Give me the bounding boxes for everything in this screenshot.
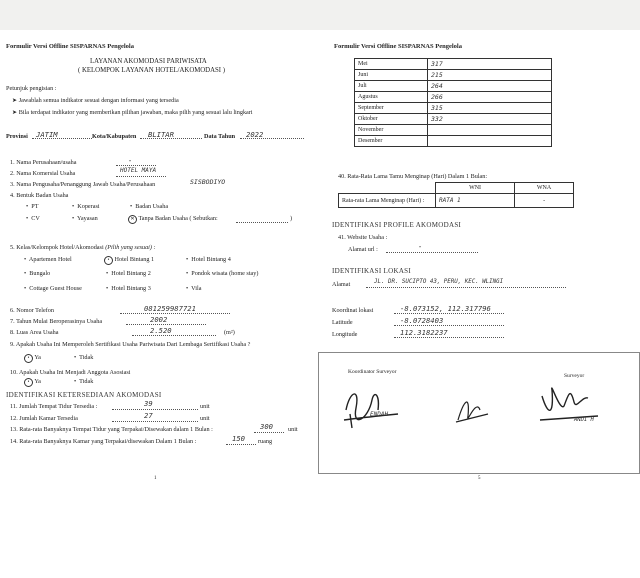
form-title: LAYANAN AKOMODASI PARIWISATA — [90, 58, 207, 65]
month-row — [355, 81, 552, 92]
q8-unit: (m²) — [224, 329, 235, 336]
q4-opt-badan-usaha[interactable]: • Badan Usaha — [130, 203, 169, 210]
q4-close-paren: ) — [290, 215, 293, 222]
month-row — [355, 114, 552, 125]
q12-unit: unit — [200, 415, 210, 422]
month-value[interactable]: 332 — [428, 114, 552, 125]
q5-opt-apartemen-hotel[interactable]: • Apartemen Hotel — [24, 256, 72, 263]
q13-value[interactable]: 300 — [260, 422, 273, 431]
form-page-right — [318, 30, 640, 578]
q5-opt-hotel-bintang-3[interactable]: • Hotel Bintang 3 — [106, 285, 151, 292]
longitude-line — [394, 337, 504, 338]
q4-opt-pt[interactable]: • PT — [26, 203, 39, 210]
location-section-title: IDENTIFIKASI LOKASI — [332, 267, 411, 275]
month-value[interactable]: 215 — [428, 70, 552, 81]
address-label: Alamat — [332, 281, 351, 288]
q5-opt-hotel-bintang-4[interactable]: • Hotel Bintang 4 — [186, 256, 231, 263]
month-name: September — [355, 103, 428, 114]
form-header: Formulir Versi Offline SISPARNAS Pengelola — [334, 43, 462, 50]
instruction-2-text: Bila terdapat indikator yang memberikan pilihan jawaban, maka pilih yang sesuai lalu lingkari — [18, 109, 253, 116]
q5-opt-hotel-bintang-1[interactable]: • Hotel Bintang 1 — [104, 256, 154, 265]
q40-label: 40. Rata-Rata Lama Tamu Menginap (Hari) Dalam 1 Bulan: — [338, 173, 488, 180]
q10-label: 10. Apakah Usaha Ini Menjadi Anggota Asosiasi — [10, 369, 131, 376]
q7-line — [126, 324, 206, 325]
instruction-1-text: Jawablah semua indikator sesuai dengan informasi yang tersedia — [18, 97, 179, 104]
q41-url-value[interactable]: - — [418, 242, 423, 251]
q5-opt-bungalo[interactable]: • Bungalo — [24, 270, 51, 277]
selected-circle-icon: • — [24, 378, 33, 387]
selected-circle-icon: ✕ — [128, 215, 137, 224]
city-label: Kota/Kabupaten — [92, 133, 137, 140]
year-line — [240, 138, 304, 139]
monthly-table — [354, 58, 552, 147]
surveyor-name: ANDI H — [574, 417, 594, 423]
empty-header-cell — [339, 183, 436, 194]
month-name: Agustus — [355, 92, 428, 103]
q4-opt-yayasan[interactable]: • Yayasan — [72, 215, 98, 222]
q13-line — [254, 432, 284, 433]
city-line — [140, 138, 202, 139]
instruction-2 — [12, 110, 253, 116]
stay-length-row-label: Rata-rata Lama Menginap (Hari) : — [339, 194, 436, 208]
q8-label: 8. Luas Area Usaha — [10, 329, 59, 336]
longitude-value[interactable]: 112.3182237 — [400, 328, 448, 337]
province-value[interactable]: JATIM — [36, 130, 58, 139]
month-value[interactable]: 317 — [428, 59, 552, 70]
q41-line — [386, 252, 478, 253]
q2-label: 2. Nama Komersial Usaha — [10, 170, 76, 177]
form-page-left — [0, 30, 318, 578]
q9-label: 9. Apakah Usaha Ini Memperoleh Sertifikasi Usaha Pariwisata Dari Lembaga Sertifikasi Usaha ? — [10, 341, 251, 348]
q12-value[interactable]: 27 — [144, 411, 153, 420]
q2-value[interactable]: HOTEL MAYA — [120, 167, 157, 174]
q8-value[interactable]: 2.520 — [150, 326, 172, 335]
latitude-line — [394, 325, 504, 326]
coordinate-line — [394, 313, 504, 314]
q2-line — [116, 176, 166, 177]
wni-value[interactable]: RATA 1 — [436, 194, 515, 208]
q10-opt-ya[interactable]: • Ya — [24, 378, 41, 387]
q41-label: 41. Website Usaha : — [338, 234, 388, 241]
wni-header: WNI — [436, 183, 515, 194]
longitude-label: Longitude — [332, 331, 358, 338]
q14-label: 14. Rata-rata Banyaknya Kamar yang Terpakai/disewakan Dalam 1 Bulan : — [10, 438, 197, 445]
q14-line — [226, 444, 256, 445]
address-line — [366, 287, 566, 288]
coordinator-signature — [338, 380, 418, 430]
q3-value[interactable]: SISBODIYO — [190, 178, 226, 186]
month-value[interactable] — [428, 136, 552, 147]
q9-opt-ya[interactable]: • Ya — [24, 354, 41, 363]
surveyor-title: Surveyor — [564, 373, 585, 379]
q5-label: 5. Kelas/Kelompok Hotel/Akomodasi (Pilih yang sesuai) : — [10, 244, 156, 251]
month-name: Juni — [355, 70, 428, 81]
q13-unit: unit — [288, 426, 298, 433]
q4-specify-line — [236, 222, 288, 223]
latitude-label: Latitude — [332, 319, 353, 326]
q4-opt-koperasi[interactable]: • Koperasi — [72, 203, 100, 210]
stay-length-table — [338, 182, 574, 208]
coordinate-label: Koordinat lokasi — [332, 307, 374, 314]
availability-section-title: IDENTIFIKASI KETERSEDIAAN AKOMODASI — [6, 391, 162, 399]
province-label: Provinsi — [6, 133, 28, 140]
q41-url-label: Alamat url : — [348, 246, 378, 253]
month-name: Mei — [355, 59, 428, 70]
q4-opt-tanpa-badan-usaha[interactable]: ✕ Tanpa Badan Usaha ( Sebutkan: — [128, 215, 218, 224]
selected-circle-icon: • — [24, 354, 33, 363]
q12-label: 12. Jumlah Kamar Tersedia — [10, 415, 78, 422]
page-number: 5 — [478, 476, 481, 481]
month-name: November — [355, 125, 428, 136]
month-row — [355, 103, 552, 114]
q12-line — [112, 421, 198, 422]
month-value[interactable]: 264 — [428, 81, 552, 92]
month-value[interactable] — [428, 125, 552, 136]
q14-value[interactable]: 150 — [232, 434, 245, 443]
arrow-icon: ➤ — [12, 109, 19, 116]
q11-label: 11. Jumlah Tempat Tidur Tersedia : — [10, 403, 98, 410]
q5-opt-vila[interactable]: • Vila — [186, 285, 202, 292]
q1-line — [116, 165, 156, 166]
q6-line — [120, 313, 230, 314]
q6-value[interactable]: 081259987721 — [144, 304, 196, 313]
month-name: Juli — [355, 81, 428, 92]
wna-header: WNA — [515, 183, 574, 194]
city-value[interactable]: BLITAR — [148, 130, 174, 139]
coordinator-name: ENDAH — [370, 411, 389, 418]
q11-line — [112, 409, 198, 410]
province-line — [32, 138, 92, 139]
q1-label: 1. Nama Perusahaan/usaha — [10, 159, 77, 166]
year-label: Data Tahun — [204, 133, 236, 140]
q4-opt-cv[interactable]: • CV — [26, 215, 40, 222]
address-value[interactable]: JL. DR. SUCIPTO 43, PERU, KEC. WLINGI — [374, 279, 504, 285]
coordinator-title: Koordinator Surveyor — [348, 369, 397, 375]
month-row — [355, 136, 552, 147]
form-header: Formulir Versi Offline SISPARNAS Pengelola — [6, 43, 134, 50]
instructions-label: Petunjuk pengisian : — [6, 85, 57, 92]
month-name: Oktober — [355, 114, 428, 125]
q7-label: 7. Tahun Mulai Beroperasinya Usaha — [10, 318, 103, 325]
q5-opt-cottage[interactable]: • Cottage Guest House — [24, 285, 82, 292]
month-name: Desember — [355, 136, 428, 147]
q7-value[interactable]: 2002 — [150, 315, 168, 324]
form-subtitle: ( KELOMPOK LAYANAN HOTEL/AKOMODASI ) — [78, 67, 226, 74]
q3-label: 3. Nama Pengusaha/Penanggung Jawab Usaha/Perusahaan — [10, 181, 156, 188]
q13-label: 13. Rata-rata Banyaknya Tempat Tidur yang Terpakai/Disewakan dalam 1 Bulan : — [10, 426, 213, 433]
q5-opt-pondok-wisata[interactable]: • Pondok wisata (home stay) — [186, 270, 259, 277]
q6-label: 6. Nomor Telefon — [10, 307, 54, 314]
q10-opt-tidak[interactable]: • Tidak — [74, 378, 94, 385]
q1-value[interactable]: - — [128, 156, 133, 165]
profile-section-title: IDENTIFIKASI PROFILE AKOMODASI — [332, 221, 462, 229]
q4-label: 4. Bentuk Badan Usaha — [10, 192, 69, 199]
page-number: 1 — [154, 476, 157, 481]
month-row — [355, 92, 552, 103]
middle-signature — [448, 390, 498, 430]
q11-unit: unit — [200, 403, 210, 410]
month-row — [355, 70, 552, 81]
latitude-value[interactable]: -8.0728403 — [400, 316, 444, 325]
arrow-icon: ➤ — [12, 97, 19, 104]
instruction-1 — [12, 98, 179, 104]
coordinate-value[interactable]: -8.073152, 112.317796 — [400, 304, 491, 313]
q9-opt-tidak[interactable]: • Tidak — [74, 354, 94, 361]
year-value[interactable]: 2022 — [246, 130, 264, 139]
q11-value[interactable]: 39 — [144, 399, 153, 408]
month-value[interactable]: 315 — [428, 103, 552, 114]
selected-circle-icon: • — [104, 256, 113, 265]
month-row — [355, 59, 552, 70]
q5-opt-hotel-bintang-2[interactable]: • Hotel Bintang 2 — [106, 270, 151, 277]
month-row — [355, 125, 552, 136]
wna-value[interactable]: - — [515, 194, 574, 208]
q8-line — [132, 335, 216, 336]
q14-unit: ruang — [258, 438, 273, 445]
month-value[interactable]: 266 — [428, 92, 552, 103]
